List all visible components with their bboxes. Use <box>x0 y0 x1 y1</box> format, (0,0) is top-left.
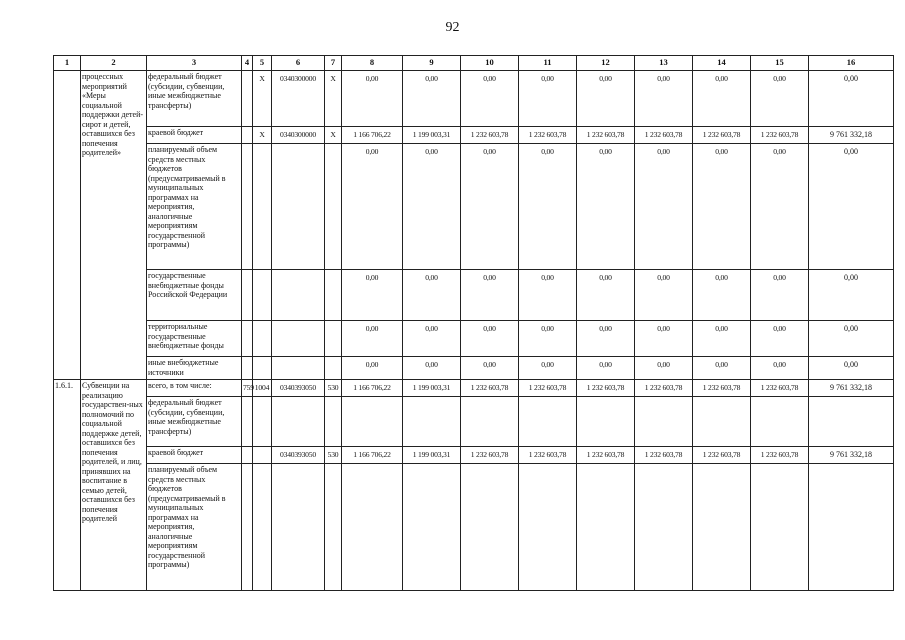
funding-source-cell: территориальные государственные внебюджетные фонды <box>147 321 242 357</box>
value-cell <box>403 397 461 447</box>
expense-type-cell <box>325 321 342 357</box>
value-cell: 0,00 <box>342 357 403 380</box>
value-cell: 1 166 706,22 <box>342 447 403 464</box>
value-cell: 1 232 603,78 <box>751 127 809 144</box>
value-cell: 0,00 <box>461 357 519 380</box>
table-row <box>54 464 894 591</box>
header-cell: 12 <box>577 56 635 71</box>
item-name-cell: Субвенции на реализацию государствен-ных полномочий по социальной поддержке детей, оставшихся без попечения родителей, и лиц, принявших на воспитание в семью детей, оставшихся без попечения родителей <box>81 380 147 591</box>
value-cell: 0,00 <box>809 71 894 127</box>
value-cell: 1 232 603,78 <box>635 380 693 397</box>
item-number-cell: 1.6.1. <box>54 380 81 591</box>
header-cell: 1 <box>54 56 81 71</box>
value-cell <box>577 464 635 591</box>
value-cell: 0,00 <box>577 71 635 127</box>
value-cell: 9 761 332,18 <box>809 380 894 397</box>
value-cell: 0,00 <box>403 321 461 357</box>
header-cell: 9 <box>403 56 461 71</box>
section-code-cell <box>253 270 272 321</box>
value-cell <box>751 464 809 591</box>
section-code-cell: X <box>253 127 272 144</box>
table-row <box>54 357 894 380</box>
value-cell <box>519 464 577 591</box>
header-cell: 16 <box>809 56 894 71</box>
value-cell: 1 232 603,78 <box>751 380 809 397</box>
value-cell: 0,00 <box>342 321 403 357</box>
header-cell: 15 <box>751 56 809 71</box>
grbs-code-cell <box>242 144 253 270</box>
value-cell: 0,00 <box>342 144 403 270</box>
budget-table <box>53 55 894 591</box>
target-code-cell <box>272 144 325 270</box>
value-cell <box>693 397 751 447</box>
value-cell: 0,00 <box>751 144 809 270</box>
value-cell: 0,00 <box>577 144 635 270</box>
item-number-cell <box>54 71 81 380</box>
page-number: 92 <box>445 20 460 35</box>
value-cell: 0,00 <box>403 71 461 127</box>
funding-source-cell: планируемый объем средств местных бюджетов (предусматриваемый в муниципальных программах на мероприятия, аналогичные мероприятиям государственной программы) <box>147 464 242 591</box>
target-code-cell: 0340300000 <box>272 127 325 144</box>
header-cell: 8 <box>342 56 403 71</box>
grbs-code-cell <box>242 357 253 380</box>
funding-source-cell: иные внебюджетные источники <box>147 357 242 380</box>
value-cell: 1 232 603,78 <box>693 127 751 144</box>
header-cell: 14 <box>693 56 751 71</box>
grbs-code-cell <box>242 321 253 357</box>
value-cell: 0,00 <box>809 270 894 321</box>
value-cell <box>461 397 519 447</box>
value-cell: 0,00 <box>635 357 693 380</box>
target-code-cell: 0340393050 <box>272 447 325 464</box>
value-cell: 0,00 <box>461 71 519 127</box>
value-cell: 0,00 <box>635 321 693 357</box>
funding-source-cell: федеральный бюджет (субсидии, субвенции, иные межбюджетные трансферты) <box>147 397 242 447</box>
value-cell: 1 232 603,78 <box>693 380 751 397</box>
section-code-cell <box>253 144 272 270</box>
value-cell: 1 232 603,78 <box>751 447 809 464</box>
section-code-cell <box>253 357 272 380</box>
funding-source-cell: краевой бюджет <box>147 127 242 144</box>
header-cell: 10 <box>461 56 519 71</box>
target-code-cell <box>272 357 325 380</box>
target-code-cell: 0340300000 <box>272 71 325 127</box>
header-cell: 5 <box>253 56 272 71</box>
header-row <box>54 56 894 71</box>
target-code-cell <box>272 321 325 357</box>
header-cell: 13 <box>635 56 693 71</box>
value-cell: 0,00 <box>461 270 519 321</box>
grbs-code-cell: 759 <box>242 380 253 397</box>
grbs-code-cell <box>242 397 253 447</box>
value-cell: 1 199 003,31 <box>403 447 461 464</box>
value-cell <box>809 397 894 447</box>
expense-type-cell: 530 <box>325 380 342 397</box>
value-cell: 0,00 <box>635 144 693 270</box>
value-cell: 0,00 <box>635 270 693 321</box>
value-cell: 0,00 <box>751 321 809 357</box>
expense-type-cell <box>325 397 342 447</box>
header-cell: 2 <box>81 56 147 71</box>
value-cell: 1 232 603,78 <box>577 380 635 397</box>
value-cell: 1 232 603,78 <box>577 127 635 144</box>
value-cell: 1 166 706,22 <box>342 127 403 144</box>
value-cell: 9 761 332,18 <box>809 447 894 464</box>
value-cell <box>461 464 519 591</box>
expense-type-cell: 530 <box>325 447 342 464</box>
value-cell: 0,00 <box>342 71 403 127</box>
value-cell <box>342 464 403 591</box>
value-cell: 0,00 <box>403 357 461 380</box>
table-row <box>54 144 894 270</box>
section-code-cell <box>253 397 272 447</box>
grbs-code-cell <box>242 127 253 144</box>
section-code-cell: X <box>253 71 272 127</box>
value-cell <box>403 464 461 591</box>
value-cell <box>635 464 693 591</box>
expense-type-cell: X <box>325 127 342 144</box>
value-cell: 1 199 003,31 <box>403 380 461 397</box>
value-cell: 0,00 <box>751 270 809 321</box>
value-cell <box>693 464 751 591</box>
value-cell: 0,00 <box>809 357 894 380</box>
grbs-code-cell <box>242 270 253 321</box>
value-cell <box>519 397 577 447</box>
value-cell: 1 232 603,78 <box>577 447 635 464</box>
expense-type-cell <box>325 144 342 270</box>
section-code-cell <box>253 447 272 464</box>
value-cell: 0,00 <box>519 71 577 127</box>
value-cell: 1 232 603,78 <box>635 447 693 464</box>
funding-source-cell: всего, в том числе: <box>147 380 242 397</box>
value-cell: 9 761 332,18 <box>809 127 894 144</box>
value-cell: 1 232 603,78 <box>693 447 751 464</box>
value-cell: 0,00 <box>751 71 809 127</box>
funding-source-cell: краевой бюджет <box>147 447 242 464</box>
section-code-cell <box>253 464 272 591</box>
value-cell: 1 166 706,22 <box>342 380 403 397</box>
header-cell: 7 <box>325 56 342 71</box>
budget-table-body <box>54 56 894 591</box>
value-cell <box>577 397 635 447</box>
header-cell: 11 <box>519 56 577 71</box>
value-cell: 0,00 <box>519 270 577 321</box>
value-cell: 0,00 <box>577 321 635 357</box>
value-cell: 1 232 603,78 <box>461 127 519 144</box>
funding-source-cell: федеральный бюджет (субсидии, субвенции, иные межбюджетные трансферты) <box>147 71 242 127</box>
value-cell <box>751 397 809 447</box>
header-cell: 3 <box>147 56 242 71</box>
grbs-code-cell <box>242 464 253 591</box>
table-row <box>54 321 894 357</box>
header-cell: 6 <box>272 56 325 71</box>
expense-type-cell <box>325 464 342 591</box>
value-cell <box>809 464 894 591</box>
value-cell: 0,00 <box>809 321 894 357</box>
value-cell: 0,00 <box>577 357 635 380</box>
section-code-cell <box>253 321 272 357</box>
value-cell <box>342 397 403 447</box>
header-cell: 4 <box>242 56 253 71</box>
table-row <box>54 397 894 447</box>
value-cell: 1 232 603,78 <box>461 447 519 464</box>
value-cell: 0,00 <box>519 144 577 270</box>
value-cell: 0,00 <box>342 270 403 321</box>
value-cell: 1 199 003,31 <box>403 127 461 144</box>
target-code-cell: 0340393050 <box>272 380 325 397</box>
grbs-code-cell <box>242 447 253 464</box>
funding-source-cell: планируемый объем средств местных бюджетов (предусматриваемый в муниципальных программах на мероприятия, аналогичные мероприятиям государственной программы) <box>147 144 242 270</box>
value-cell <box>635 397 693 447</box>
value-cell: 0,00 <box>635 71 693 127</box>
value-cell: 1 232 603,78 <box>635 127 693 144</box>
section-code-cell: 1004 <box>253 380 272 397</box>
value-cell: 0,00 <box>809 144 894 270</box>
target-code-cell <box>272 397 325 447</box>
value-cell: 0,00 <box>751 357 809 380</box>
table-row <box>54 380 894 397</box>
target-code-cell <box>272 464 325 591</box>
value-cell: 0,00 <box>577 270 635 321</box>
value-cell: 0,00 <box>461 321 519 357</box>
expense-type-cell <box>325 357 342 380</box>
table-row <box>54 447 894 464</box>
value-cell: 0,00 <box>693 321 751 357</box>
funding-source-cell: государственные внебюджетные фонды Российской Федерации <box>147 270 242 321</box>
value-cell: 0,00 <box>519 357 577 380</box>
value-cell: 0,00 <box>693 71 751 127</box>
table-row <box>54 270 894 321</box>
expense-type-cell <box>325 270 342 321</box>
value-cell: 1 232 603,78 <box>461 380 519 397</box>
grbs-code-cell <box>242 71 253 127</box>
value-cell: 0,00 <box>403 144 461 270</box>
value-cell: 1 232 603,78 <box>519 127 577 144</box>
value-cell: 0,00 <box>693 270 751 321</box>
value-cell: 1 232 603,78 <box>519 380 577 397</box>
value-cell: 0,00 <box>461 144 519 270</box>
table-row <box>54 127 894 144</box>
value-cell: 0,00 <box>693 144 751 270</box>
item-name-cell: процессных мероприятий «Меры социальной поддержки детей-сирот и детей, оставшихся без попечения родителей» <box>81 71 147 380</box>
expense-type-cell: X <box>325 71 342 127</box>
value-cell: 0,00 <box>403 270 461 321</box>
value-cell: 0,00 <box>519 321 577 357</box>
target-code-cell <box>272 270 325 321</box>
value-cell: 1 232 603,78 <box>519 447 577 464</box>
table-row <box>54 71 894 127</box>
value-cell: 0,00 <box>693 357 751 380</box>
